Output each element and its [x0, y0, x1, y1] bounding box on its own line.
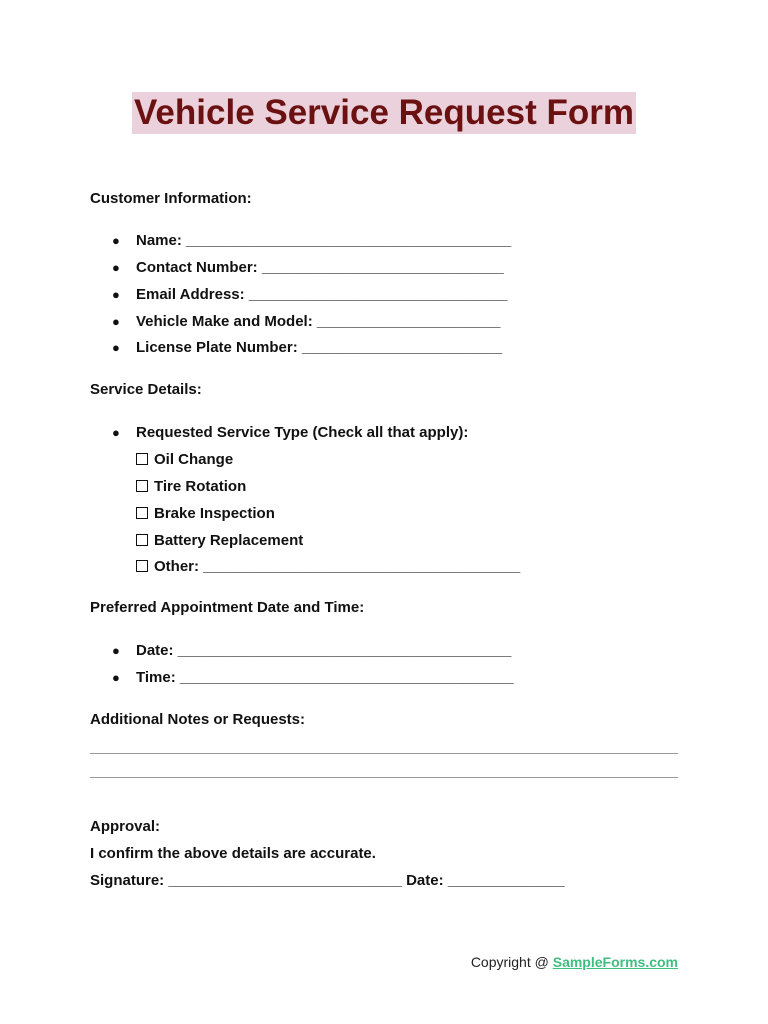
checkbox-icon[interactable] — [136, 560, 148, 572]
contact-number-label: Contact Number: _____________________________ — [136, 259, 504, 276]
approval-confirmation-text: I confirm the above details are accurate. — [90, 845, 376, 862]
name-field-label: Name: _______________________________________ — [136, 232, 512, 249]
bullet-icon: ● — [112, 287, 120, 302]
contact-number-field[interactable] — [112, 259, 504, 277]
bullet-icon: ● — [112, 260, 120, 275]
name-field[interactable] — [112, 232, 511, 250]
oil-change-label: Oil Change — [154, 451, 234, 468]
service-details-heading: Service Details: — [90, 381, 202, 398]
appointment-date-field[interactable] — [112, 642, 511, 660]
checkbox-icon[interactable] — [136, 453, 148, 465]
signature-date-field[interactable]: Signature: ____________________________ Date: ______________ — [90, 872, 565, 889]
brake-inspection-label: Brake Inspection — [154, 505, 275, 522]
email-address-label: Email Address: _______________________________ — [136, 286, 508, 303]
battery-replacement-label: Battery Replacement — [154, 532, 304, 549]
vehicle-make-model-field[interactable] — [112, 313, 500, 331]
checkbox-icon[interactable] — [136, 480, 148, 492]
bullet-icon: ● — [112, 314, 120, 329]
other-service-checkbox[interactable] — [136, 558, 520, 576]
appointment-time-label: Time: ________________________________________ — [136, 669, 514, 686]
approval-heading: Approval: — [90, 818, 161, 835]
checkbox-icon[interactable] — [136, 534, 148, 546]
notes-line-1[interactable] — [90, 753, 678, 754]
bullet-icon: ● — [112, 340, 120, 355]
license-plate-label: License Plate Number: ________________________ — [136, 339, 503, 356]
customer-info-heading: Customer Information: — [90, 190, 252, 207]
service-type-item — [112, 424, 468, 442]
appointment-heading: Preferred Appointment Date and Time: — [90, 599, 365, 616]
additional-notes-heading: Additional Notes or Requests: — [90, 711, 306, 728]
copyright-footer — [471, 953, 678, 971]
tire-rotation-label: Tire Rotation — [154, 478, 247, 495]
notes-line-2[interactable] — [90, 777, 678, 778]
brake-inspection-checkbox[interactable] — [136, 505, 275, 523]
license-plate-field[interactable] — [112, 339, 502, 357]
copyright-prefix: Copyright @ — [470, 954, 553, 970]
bullet-icon: ● — [112, 425, 120, 440]
bullet-icon: ● — [112, 670, 120, 685]
other-service-label: Other: ______________________________________ — [154, 558, 521, 575]
bullet-icon: ● — [112, 643, 120, 658]
appointment-time-field[interactable] — [112, 669, 514, 687]
title-wrapper — [0, 92, 768, 134]
checkbox-icon[interactable] — [136, 507, 148, 519]
battery-replacement-checkbox[interactable] — [136, 532, 303, 550]
page-title: Vehicle Service Request Form — [134, 93, 634, 132]
appointment-date-label: Date: ________________________________________ — [136, 642, 512, 659]
bullet-icon: ● — [112, 233, 120, 248]
oil-change-checkbox[interactable] — [136, 451, 233, 469]
sampleforms-link[interactable]: SampleForms.com — [552, 954, 678, 970]
tire-rotation-checkbox[interactable] — [136, 478, 246, 496]
service-type-label: Requested Service Type (Check all that apply): — [136, 424, 469, 441]
email-address-field[interactable] — [112, 286, 507, 304]
vehicle-make-model-label: Vehicle Make and Model: ______________________ — [136, 313, 501, 330]
